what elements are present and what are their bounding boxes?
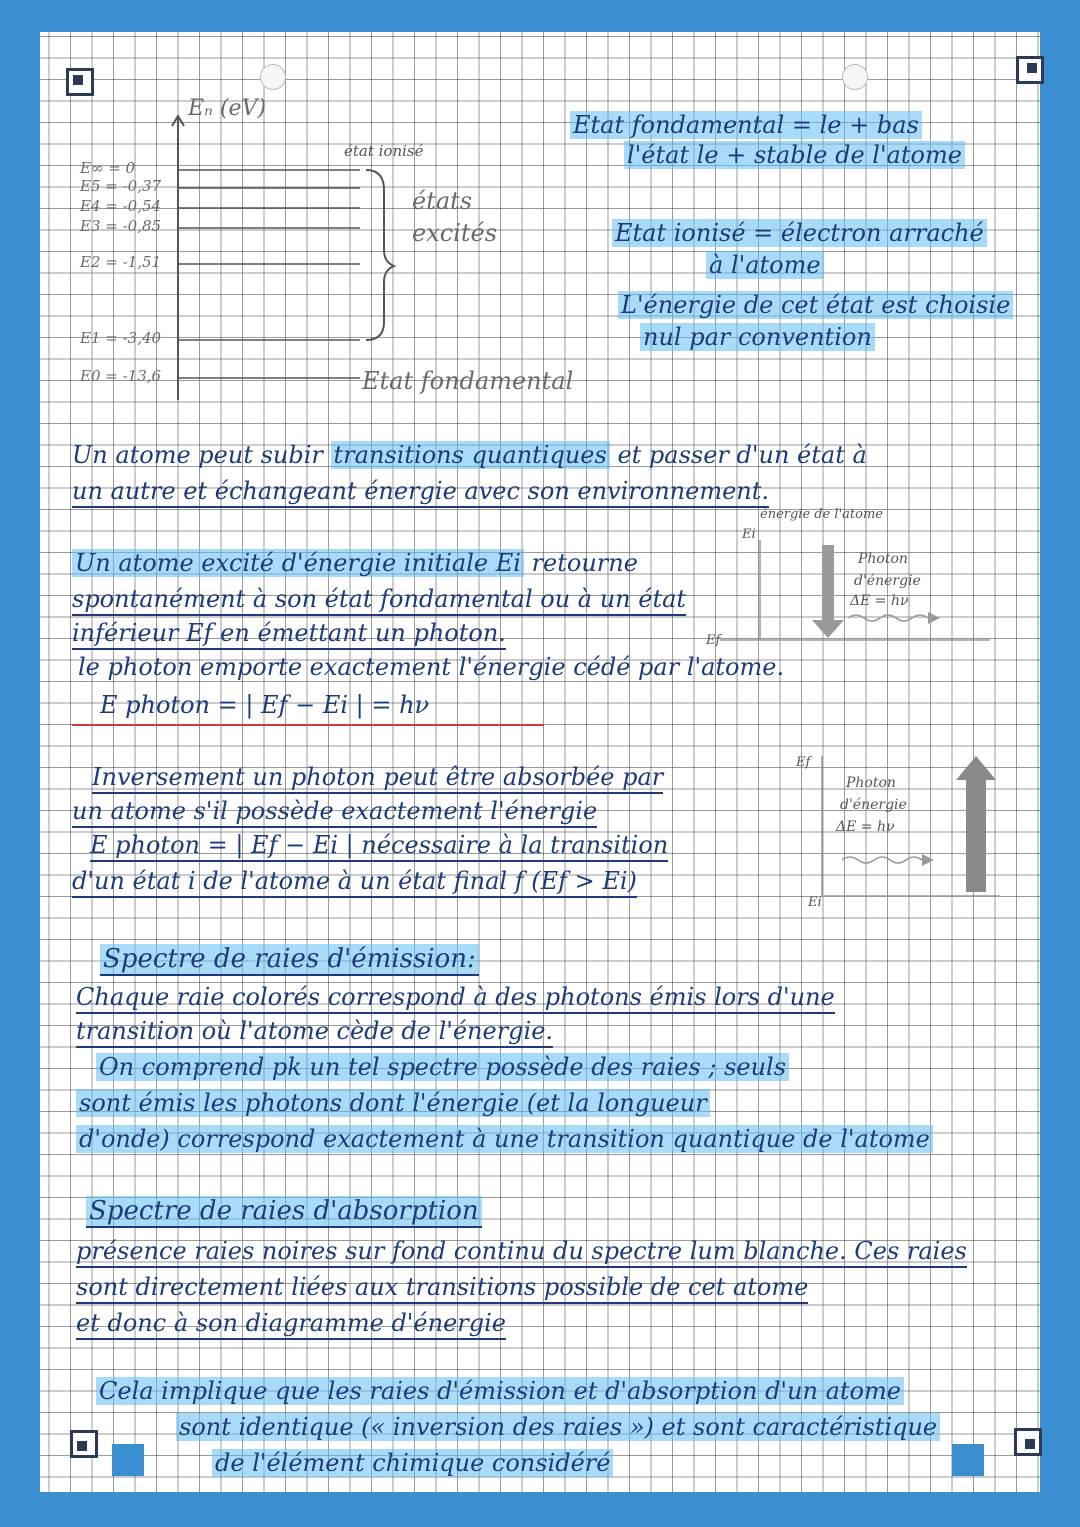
- definition-line: Etat ionisé = électron arraché: [612, 218, 987, 248]
- corner-marker-icon: [1016, 56, 1044, 84]
- absorption-text: E photon = | Ef − Ei | nécessaire à la transition: [90, 830, 668, 862]
- ionised-state-label: état ionisé: [344, 142, 424, 160]
- emission-text: inférieur Ef en émettant un photon.: [72, 618, 506, 650]
- absorption-fig-delta: ΔE = hν: [836, 819, 895, 835]
- emission-spectrum-text: d'onde) correspond exactement à une transition quantique de l'atome: [76, 1124, 933, 1154]
- emission-spectrum-text: Chaque raie colorés correspond à des photons émis lors d'une: [76, 982, 835, 1014]
- definition-line: à l'atome: [706, 250, 824, 280]
- emission-text: Un atome excité d'énergie initiale Ei retourne: [72, 548, 638, 578]
- blue-square-marker: [112, 1444, 144, 1476]
- energy-level-label: E∞ = 0: [80, 159, 136, 177]
- corner-marker-icon: [1014, 1428, 1042, 1456]
- emission-text: spontanément à son état fondamental ou à un état: [72, 584, 686, 616]
- emission-spectrum-text: sont émis les photons dont l'énergie (et la longueur: [76, 1088, 710, 1118]
- definition-line: Etat fondamental = le + bas: [570, 110, 922, 140]
- energy-axis-label: Eₙ (eV): [188, 96, 267, 121]
- emission-formula: E photon = | Ef − Ei | = hν: [100, 691, 430, 719]
- absorption-fig-ef: Ef: [796, 755, 811, 770]
- definition-line: l'état le + stable de l'atome: [624, 140, 965, 170]
- absorption-spectrum-text: et donc à son diagramme d'énergie: [76, 1308, 506, 1340]
- absorption-spectrum-text: sont directement liées aux transitions possible de cet atome: [76, 1272, 808, 1304]
- corner-marker-icon: [70, 1430, 98, 1458]
- energy-level-label: E3 = -0,85: [80, 217, 162, 235]
- definition-line: nul par convention: [640, 322, 875, 352]
- emission-fig-ef: Ef: [706, 633, 721, 648]
- absorption-spectrum-text: présence raies noires sur fond continu du spectre lum blanche. Ces raies: [76, 1236, 967, 1268]
- absorption-text: un atome s'il possède exactement l'énergie: [72, 796, 597, 828]
- emission-text: le photon emporte exactement l'énergie cédé par l'atome.: [78, 653, 785, 681]
- absorption-text: d'un état i de l'atome à un état final f (Ef > Ei): [72, 866, 637, 898]
- emission-fig-photon: d'énergie: [854, 573, 921, 589]
- emission-fig-delta: ΔE = hν: [850, 593, 909, 609]
- energy-level-label: E4 = -0,54: [80, 197, 162, 215]
- absorption-spectrum-heading: Spectre de raies d'absorption: [86, 1196, 482, 1226]
- emission-fig-title: énergie de l'atome: [760, 507, 883, 522]
- ground-state-label: Etat fondamental: [362, 367, 574, 395]
- energy-level-label: E1 = -3,40: [80, 329, 162, 347]
- definition-line: L'énergie de cet état est choisie: [618, 290, 1013, 320]
- energy-level-label: E0 = -13,6: [80, 367, 162, 385]
- energy-level-label: E5 = -0,37: [80, 177, 162, 195]
- transition-text: un autre et échangeant énergie avec son environnement.: [72, 476, 769, 508]
- transition-text: Un atome peut subir transitions quantiques et passer d'un état à: [72, 441, 867, 469]
- excited-states-label: excités: [412, 219, 498, 247]
- emission-spectrum-heading: Spectre de raies d'émission:: [100, 944, 479, 974]
- emission-spectrum-text: On comprend pk un tel spectre possède des raies ; seuls: [96, 1052, 789, 1082]
- conclusion-text: Cela implique que les raies d'émission et d'absorption d'un atome: [96, 1376, 904, 1406]
- emission-spectrum-text: transition où l'atome cède de l'énergie.: [76, 1016, 553, 1048]
- absorption-fig-ei: Ei: [808, 895, 822, 910]
- blue-square-marker: [952, 1444, 984, 1476]
- emission-fig-photon: Photon: [858, 551, 908, 567]
- absorption-fig-photon: d'énergie: [840, 797, 907, 813]
- energy-level-label: E2 = -1,51: [80, 253, 162, 271]
- conclusion-text: sont identique (« inversion des raies ») et sont caractéristique: [176, 1412, 940, 1442]
- absorption-arrow-icon: [966, 776, 986, 892]
- emission-fig-ei: Ei: [742, 527, 756, 542]
- absorption-text: Inversement un photon peut être absorbée par: [92, 762, 663, 794]
- absorption-fig-photon: Photon: [846, 775, 896, 791]
- conclusion-text: de l'élément chimique considéré: [212, 1448, 613, 1478]
- excited-states-label: états: [412, 187, 473, 215]
